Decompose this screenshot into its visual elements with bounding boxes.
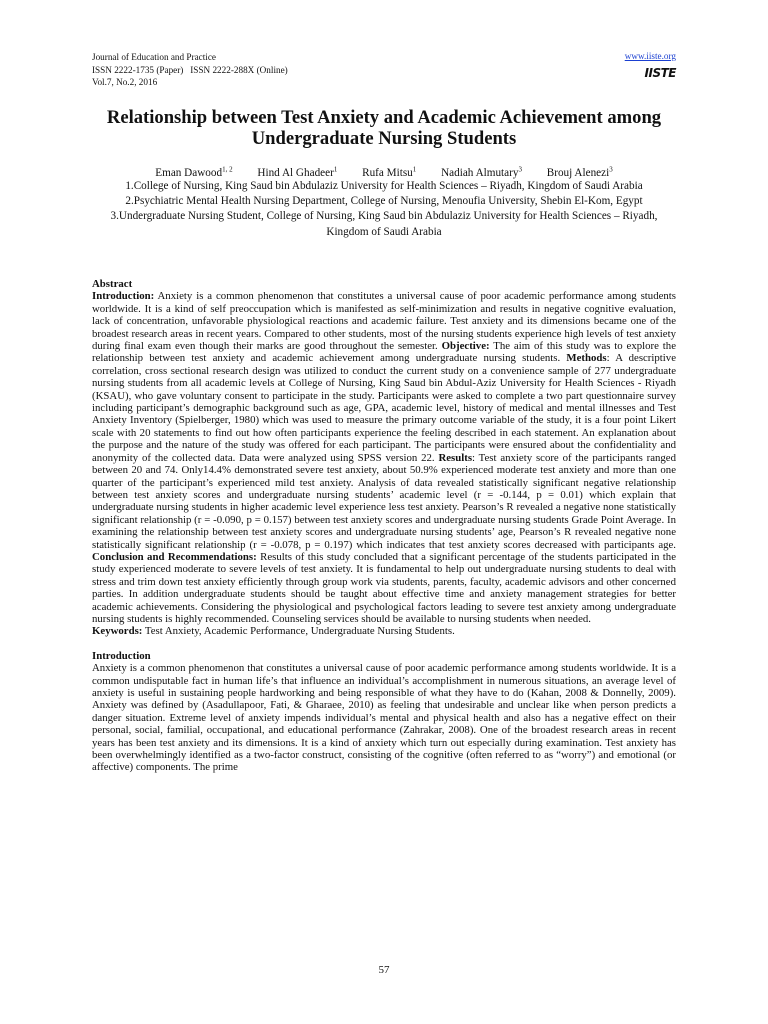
volume-line: Vol.7, No.2, 2016 <box>92 77 158 87</box>
author: Brouj Alenezi$^3$ <box>546 165 613 179</box>
affiliation: 3.Undergraduate Nursing Student, College of Nursing, King Saud bin Abdulaziz University for Health Sciences – Riyadh, Kingdom of Saudi Arabia <box>110 210 658 238</box>
affiliations <box>92 179 676 240</box>
author: Eman Dawood$^{1, 2}$ <box>155 165 233 179</box>
author: Hind Al Ghadeer$^1$ <box>257 165 338 179</box>
page-number: 57 <box>378 964 390 976</box>
journal-header-right <box>625 51 676 82</box>
author: Nadiah Almutary$^3$ <box>441 165 522 179</box>
iiste-logo: IISTE <box>644 66 676 80</box>
introduction-heading: Introduction <box>92 649 151 662</box>
introduction-text: Anxiety is a common phenomenon that constitutes a universal cause of poor academic performance among students worldwide. It is a common undisputable fact in human life’s that influence an individual’s accomplishment in numerous situations, an average level of anxiety is useful in sustaining people hardworking and being responsible of what they have to do (Kahan, 2008 & Donnelly, 2009). Anxiety was defined by (Asadullapoor, Fati, & Gharaee, 2010) as feeling that undesirable and unclear like when person predicts a danger situation. Extreme level of anxiety impends individual’s mental and physical health and also has a negative effect on their personal, social, familial, occupational, and educational performance (Zahrakar, 2008). One of the broadest research areas in recent years has been test anxiety and its dimensions. It is a kind of anxiety which turn out especially during examination. Test anxiety has been overwhelmingly identified as a two-factor construct, consisting of the cognitive (often referred to as “worry”) and emotional (or affective) components. The prime <box>92 662 676 774</box>
affiliation: 1.College of Nursing, King Saud bin Abdulaziz University for Health Sciences – Riyadh, Kingdom of Saudi Arabia <box>125 180 643 192</box>
journal-url-link[interactable]: www.iiste.org <box>624 51 676 61</box>
abstract-heading: Abstract <box>92 278 133 290</box>
journal-name: Journal of Education and Practice <box>92 52 216 62</box>
affiliation: 2.Psychiatric Mental Health Nursing Department, College of Nursing, Menoufia University, Shebin El-Kom, Egypt <box>125 195 643 208</box>
author: Rufa Mitsu$^1$ <box>362 165 417 179</box>
journal-header <box>92 51 288 89</box>
keywords: Keywords: Test Anxiety, Academic Performance, Undergraduate Nursing Students. <box>92 625 455 638</box>
paper-body <box>92 278 676 774</box>
issn-line: ISSN 2222-1735 (Paper) ISSN 2222-288X (Online) <box>92 64 288 75</box>
abstract-text: Introduction: Anxiety is a common phenomenon that constitutes a universal cause of poor academic performance among students worldwide. It is a kind of self preoccupation which is manifested as self-minimization and results in negative cognitive evaluation, lack of concentration, unfavorable physiological reactions and academic failure. Test anxiety and its dimensions became one of the broadest research areas in recent years. Compared to other students, most of the nursing students experience high levels of test anxiety during final exam even though their marks are good throughout the semester. Objective: The aim of this study was to explore the relationship between test anxiety and academic achievement among undergraduate nursing students. Methods: A descriptive correlation, cross sectional research design was utilized to conduct the current study on a convenience sample of 277 undergraduate nursing students from all academic levels at College of Nursing, King Saud bin Abdul-Aziz University for Health Sciences - Riyadh (KSAU), who gave voluntary consent to participate in the study. Participants were asked to complete a two part questionnaire survey including participant’s demographic background such as age, GPA, academic level, history of medical and mental illnesses and Test Anxiety Inventory (Spielberger, 1980) which was used to measure the primary outcome variable of the study, it is a four point Likert scale with 20 statements to find out how often participants experience the feeling described in each statement. An explanation about the purpose and the nature of the study was offered for each participant. The participants were ensured about the confidentiality and anonymity of the collected data. Data were analyzed using SPSS version 22. Results: Test anxiety score of the participants ranged between 20 and 74. Only14.4% demonstrated severe test anxiety, about 50.9% experienced moderate test anxiety and more than one quarter of the participant’s experienced mild test anxiety. Analysis of data revealed statistically significant negative relationship between test anxiety scores and undergraduate nursing students’ academic level (r = -0.144, p = 0.01) which explain that undergraduate nursing students in higher academic level experience less test anxiety. Pearson’s R revealed a negative none statistically significant relationship (r = -0.090, p = 0.157) between test anxiety scores and undergraduate nursing students Grade Point Average. In examining the relationship between test anxiety scores and undergraduate nursing students’ age, Pearson’s R revealed negative none statistically significant relationship (r = -0.078, p = 0.197) which indicates that test anxiety scores decreased with participants age. Conclusion and Recommendations: Results of this study concluded that a significant percentage of the students participated in the study experienced moderate to severe levels of test anxiety. It is fundamental to help out undergraduate nursing students to deal with stress and trim down test anxiety efficiently through group work via students, parents, faculty, academic advisors and other concerned parties. In addition undergraduate students should be taught about effective time and anxiety management strategies for better academic achievements. Considering the physiological and psychological factors leading to severe test anxiety among undergraduate nursing students is highly recommended. Counseling services should be available to nursing students when needed. <box>92 290 676 625</box>
author-list <box>92 162 676 181</box>
paper-title: Relationship between Test Anxiety and Academic Achievement among Undergraduate Nursing Students <box>106 107 662 149</box>
